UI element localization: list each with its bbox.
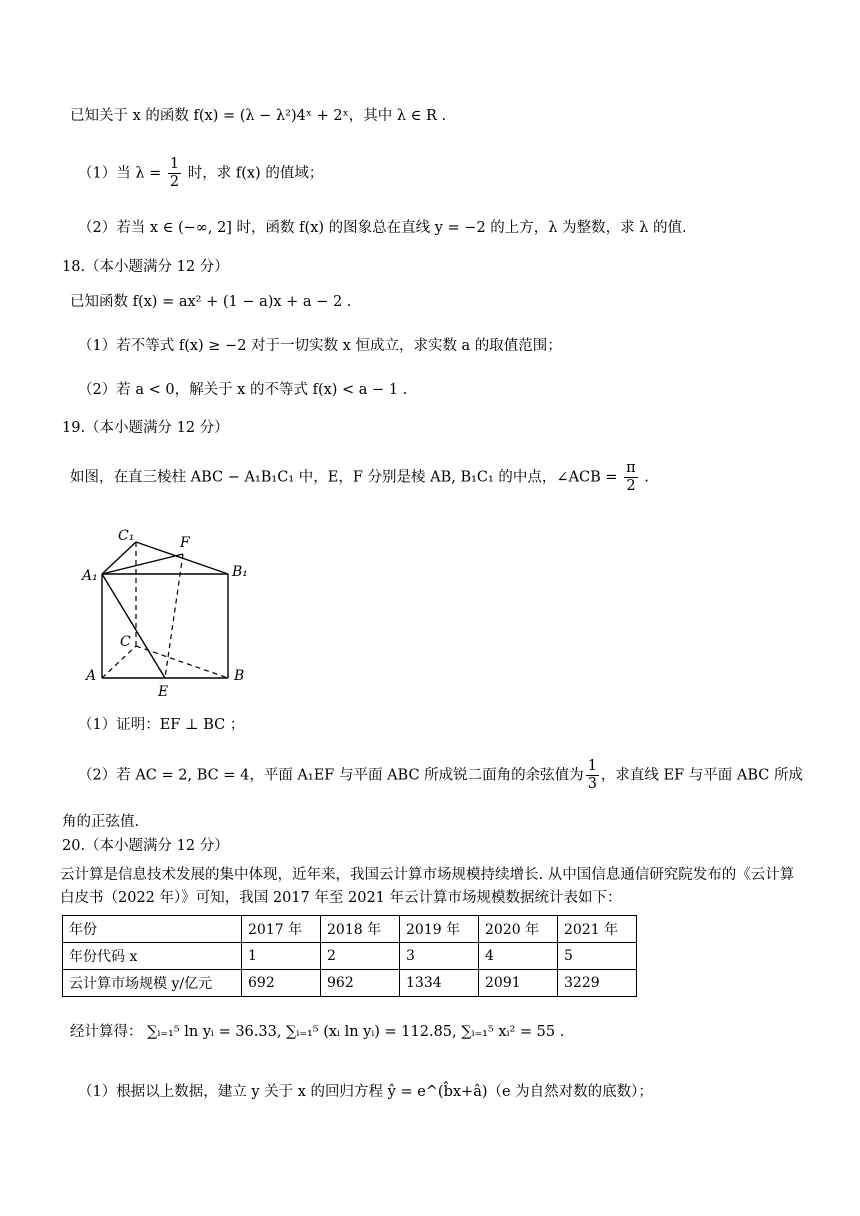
table-cell: 692 [242,970,321,997]
table-cell: 3 [400,943,479,970]
p20-q1: （1）根据以上数据，建立 y 关于 x 的回归方程 ŷ = e^(b̂x+â)（e 为自然对数的底数）； [78,1084,653,1100]
fraction-denominator: 3 [587,776,597,792]
table-row [63,916,637,943]
table-body [63,916,637,997]
p18-header: 18.（本小题满分 12 分） [62,259,229,275]
edge-a1f [102,554,183,574]
p19-intro-post: . [639,469,649,486]
p18-q1: （1）若不等式 f(x) ≥ −2 对于一切实数 x 恒成立，求实数 a 的取值范围； [78,338,562,354]
table-cell: 1334 [400,970,479,997]
table-cell: 2091 [479,970,558,997]
p19-q2-post: ，求直线 EF 与平面 ABC 所成 [600,767,803,784]
fraction-one-half [168,156,181,191]
label-a1: A₁ [82,568,98,584]
edge-a1e [102,574,165,678]
fraction-numerator: 1 [587,758,597,774]
market-size-table [62,915,637,997]
table-cell: 年份 [63,916,242,943]
fraction-numerator: π [626,460,636,476]
p17-q1 [78,156,323,191]
label-c: C [120,634,131,650]
label-f: F [180,535,190,551]
edge-cb-hidden [136,646,228,678]
table-cell: 2017 年 [242,916,321,943]
fraction-numerator: 1 [169,156,180,172]
edge-ac-hidden [102,646,136,678]
table-cell: 2018 年 [321,916,400,943]
table-cell: 2020 年 [479,916,558,943]
label-b: B [234,668,245,684]
table-cell: 2021 年 [558,916,637,943]
p17-q1-post: 时，求 f(x) 的值域； [183,165,324,182]
table-cell: 2 [321,943,400,970]
table-cell: 4 [479,943,558,970]
p18-q2: （2）若 a < 0，解关于 x 的不等式 f(x) < a − 1 . [78,382,408,398]
prism-figure [80,520,260,700]
label-e: E [158,684,169,700]
p19-q2 [78,758,803,793]
table-cell: 2019 年 [400,916,479,943]
table-cell: 1 [242,943,321,970]
table-row [63,943,637,970]
p19-intro [70,460,649,495]
p17-q1-pre: （1）当 λ = [78,165,166,182]
fraction-denominator: 2 [169,174,180,190]
p20-intro: 云计算是信息技术发展的集中体现，近年来，我国云计算市场规模持续增长. 从中国信息通信研究院发布的《云计算白皮书（2022 年）》可知，我国 2017 年至 2021 年云计算市场规模数据统计表如下： [60,867,795,906]
fraction-one-third [586,758,599,793]
table-cell: 3229 [558,970,637,997]
table-cell: 云计算市场规模 y/亿元 [63,970,242,997]
label-a: A [86,668,97,684]
fraction-denominator: 2 [626,478,636,494]
p18-intro: 已知函数 f(x) = ax² + (1 − a)x + a − 2 . [70,294,352,310]
p17-intro: 已知关于 x 的函数 f(x) = (λ − λ²)4ˣ + 2ˣ，其中 λ ∈ R . [70,108,447,124]
table-cell: 962 [321,970,400,997]
p19-q2-continuation: 角的正弦值. [62,814,140,830]
p19-q2-pre: （2）若 AC = 2, BC = 4，平面 A₁EF 与平面 ABC 所成锐二面角的余弦值为 [78,767,584,784]
label-c1: C₁ [118,528,135,544]
table-cell: 5 [558,943,637,970]
table-row [63,970,637,997]
table-cell: 年份代码 x [63,943,242,970]
fraction-pi-over-two [624,460,638,495]
p19-intro-pre: 如图，在直三棱柱 ABC − A₁B₁C₁ 中，E，F 分别是棱 AB, B₁C₁ 的中点，∠ACB = [70,469,623,486]
p17-q2: （2）若当 x ∈ (−∞, 2] 时，函数 f(x) 的图象总在直线 y = −2 的上方，λ 为整数，求 λ 的值. [78,220,687,236]
p19-q1: （1）证明：EF ⊥ BC ； [78,717,245,733]
label-b1: B₁ [232,564,248,580]
p20-header: 20.（本小题满分 12 分） [62,838,229,854]
p20-calc: 经计算得： ∑ᵢ₌₁⁵ ln yᵢ = 36.33, ∑ᵢ₌₁⁵ (xᵢ ln yᵢ) = 112.85, ∑ᵢ₌₁⁵ xᵢ² = 55 . [70,1024,565,1040]
p19-header: 19.（本小题满分 12 分） [62,420,229,436]
